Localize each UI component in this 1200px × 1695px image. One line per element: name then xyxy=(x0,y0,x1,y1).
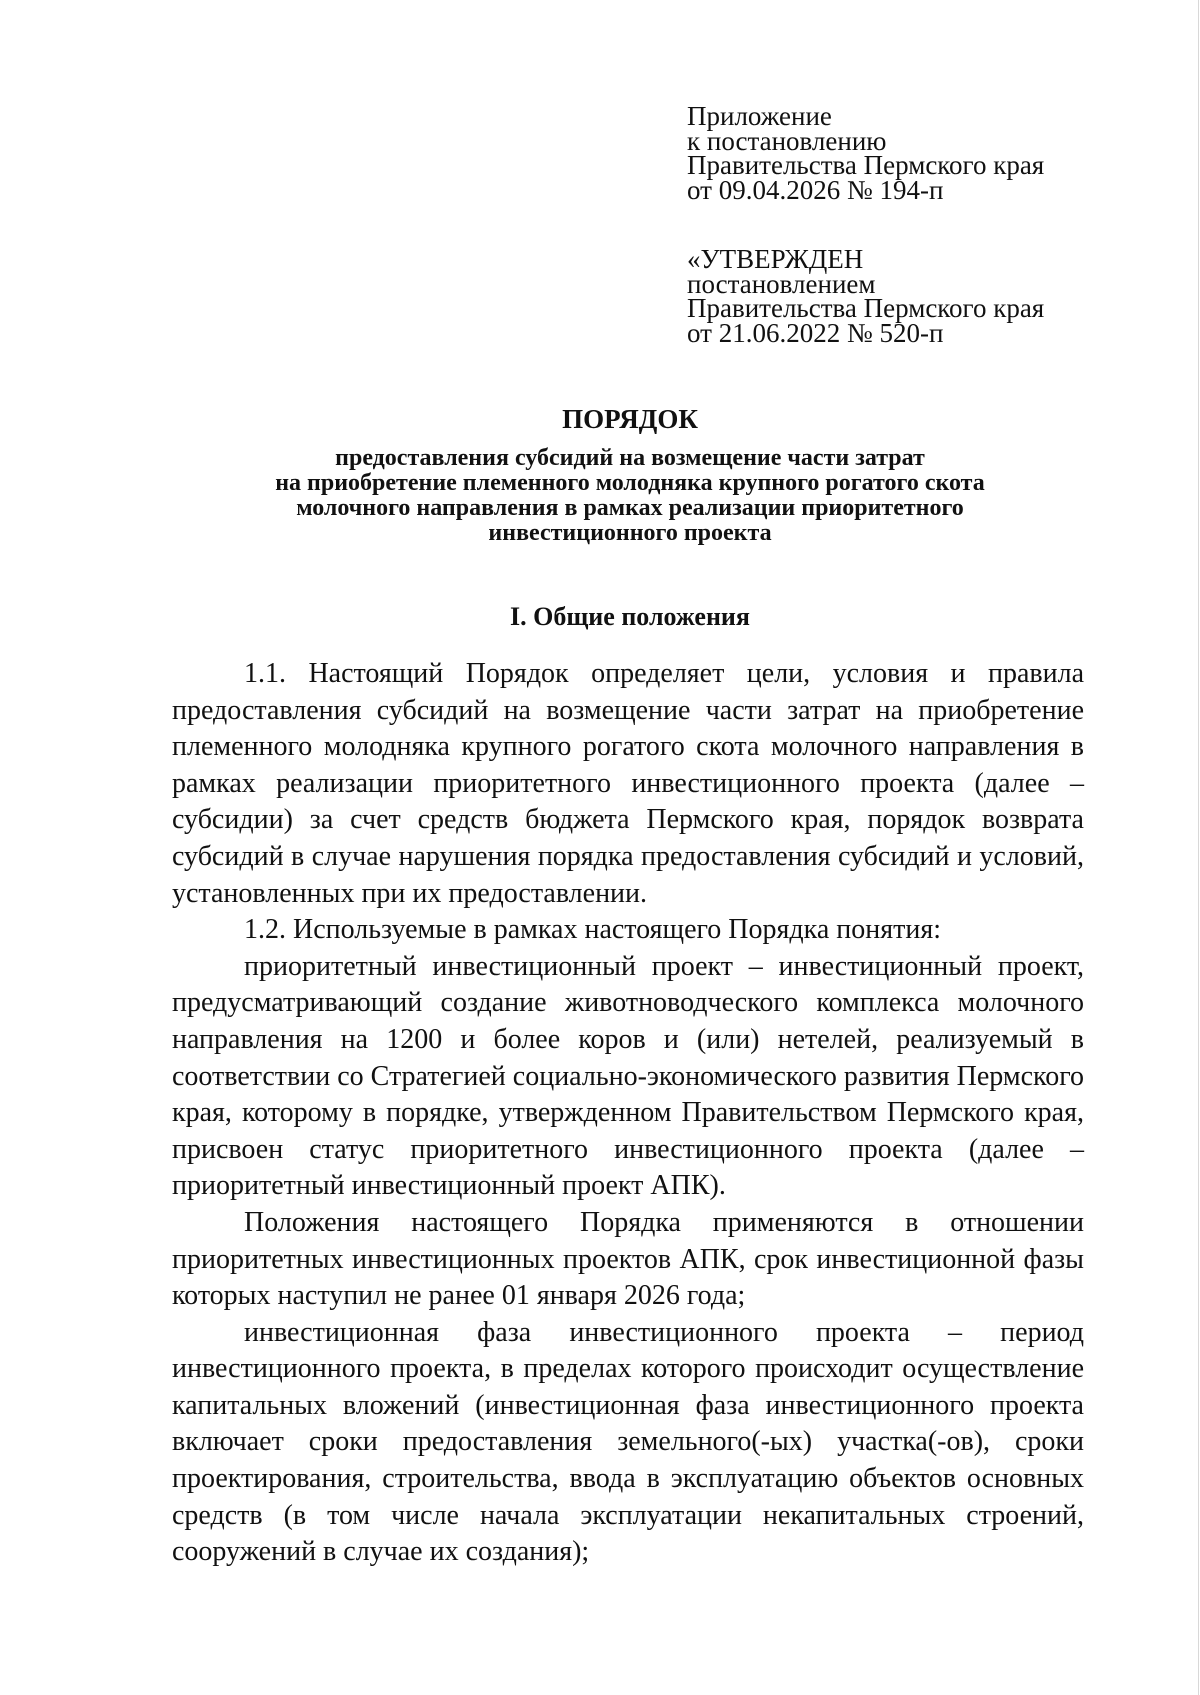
approved-line: Правительства Пермского края xyxy=(687,293,1045,323)
subtitle-line: на приобретение племенного молодняка крупного рогатого скота xyxy=(275,470,985,496)
approved-block xyxy=(687,244,1107,348)
appendix-block xyxy=(687,101,1107,205)
approved-line: «УТВЕРЖДЕН xyxy=(687,244,864,274)
appendix-line: Правительства Пермского края xyxy=(687,150,1045,180)
approved-line: от 21.06.2022 № 520-п xyxy=(687,317,944,348)
document-subtitle xyxy=(170,446,1090,546)
paragraph: инвестиционная фаза инвестиционного проекта – период инвестиционного проекта, в пределах которого происходит осуществление капитальных вложений (инвестиционная фаза инвестиционного проекта включает сроки предоставления земельного(-ых) участка(-ов), сроки проектирования, строительства, ввода в эксплуатацию объектов основных средств (в том числе начала эксплуатации некапитальных строений, сооружений в случае их создания); xyxy=(172,1316,1084,1568)
approved-line: постановлением xyxy=(687,268,876,299)
subtitle-line: предоставления субсидий на возмещение части затрат xyxy=(335,445,925,471)
subtitle-line: инвестиционного проекта xyxy=(488,520,772,546)
section-heading: I. Общие положения xyxy=(510,602,750,631)
paragraph: приоритетный инвестиционный проект – инвестиционный проект, предусматривающий создание животноводческого комплекса молочного направления на 1200 и более коров и (или) нетелей, реализуемый в соответствии со Стратегией социально-экономического развития Пермского края, которому в порядке, утвержденном Правительством Пермского края, присвоен статус приоритетного инвестиционного проекта (далее – приоритетный инвестиционный проект АПК). xyxy=(172,950,1084,1202)
paragraph: 1.1. Настоящий Порядок определяет цели, условия и правила предоставления субсидий на возмещение части затрат на приобретение племенного молодняка крупного рогатого скота молочного направления в рамках реализации приоритетного инвестиционного проекта (далее – субсидии) за счет средств бюджета Пермского края, порядок возврата субсидий в случае нарушения порядка предоставления субсидий и условий, установленных при их предоставлении. xyxy=(172,658,1084,909)
paragraph: 1.2. Используемые в рамках настоящего Порядка понятия: xyxy=(244,914,941,946)
body-text xyxy=(172,656,1084,1571)
appendix-line: от 09.04.2026 № 194-п xyxy=(687,174,944,205)
document-title: ПОРЯДОК xyxy=(562,404,698,434)
scan-edge-line xyxy=(1198,0,1199,1695)
appendix-line: к постановлению xyxy=(687,125,887,156)
appendix-line: Приложение xyxy=(687,101,832,131)
subtitle-line: молочного направления в рамках реализации приоритетного xyxy=(296,495,964,521)
paragraph: Положения настоящего Порядка применяются в отношении приоритетных инвестиционных проектов АПК, срок инвестиционной фазы которых наступил не ранее 01 января 2026 года; xyxy=(172,1206,1084,1312)
